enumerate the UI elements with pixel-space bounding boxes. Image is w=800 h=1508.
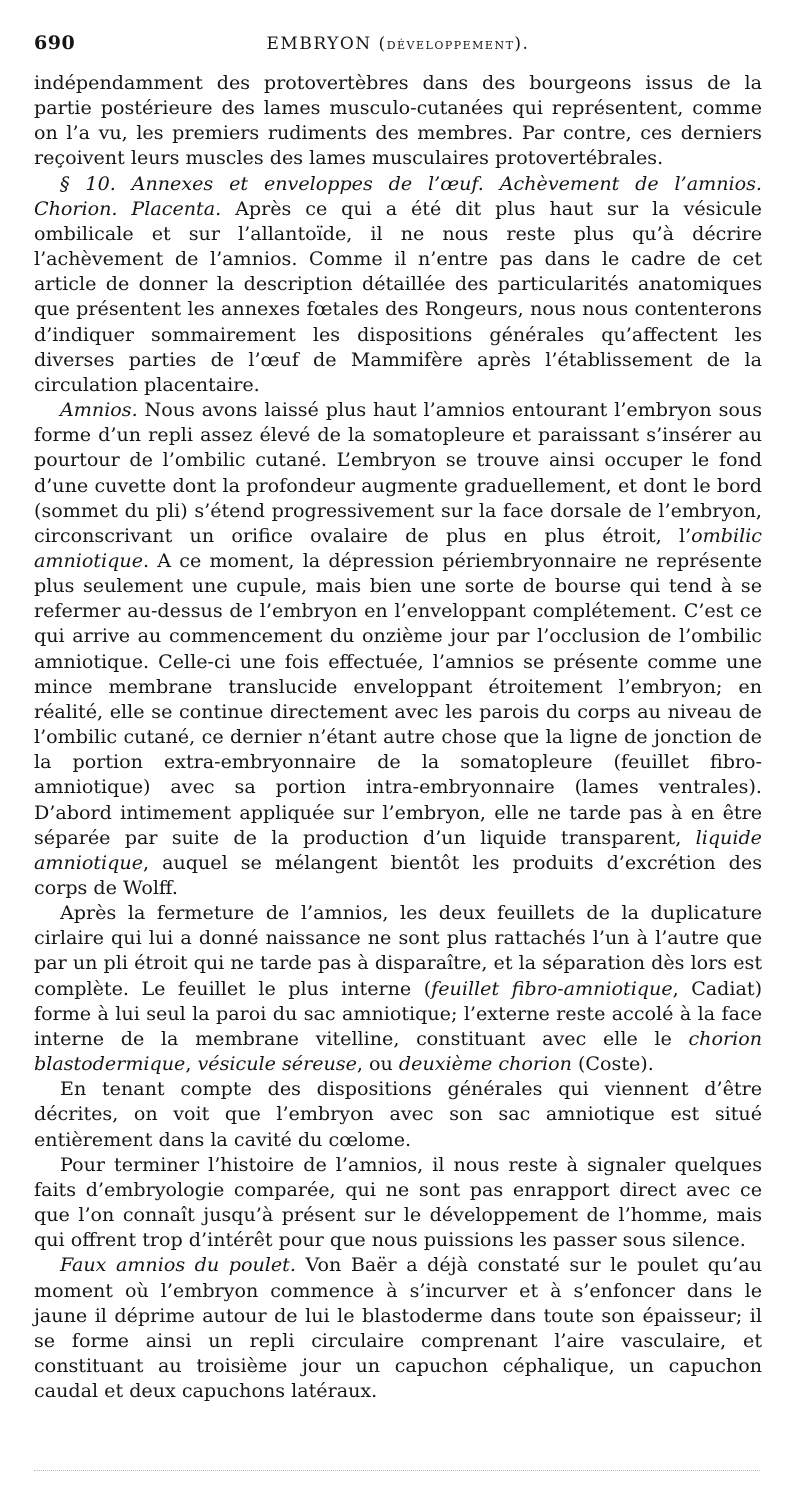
paragraph-text: Après la fermeture de l’amnios, les deux feuillets de la duplicature cirlaire qui lui a donné naissance ne sont plus rattachés l’un à l’autre que par un pli étroit qui ne tarde pas à disparaître, et la séparation dès lors est complète. Le feuillet le plus interne (	[34, 901, 762, 1000]
body-text	[34, 70, 762, 1403]
emphasized-term: vésicule séreuse	[197, 1052, 357, 1076]
paragraph-amnios	[34, 397, 762, 900]
subsection-heading: Faux amnios du poulet.	[60, 1253, 296, 1277]
paragraph-text: ,	[185, 1052, 198, 1076]
subsection-heading: Amnios.	[60, 398, 138, 422]
paragraph-text: Nous avons laissé plus haut l’amnios entourant l’embryon sous forme d’un repli assez élevé de la somatopleure et paraissant s’insérer au pourtour de l’ombilic cutané. L’embryon se trouve ainsi occuper le fond d’une cuvette dont la profondeur augmente graduellement, et dont le bord (sommet du pli) s’étend progressivement sur la face dorsale de l’embryon, circonscrivant un orifice ovalaire de plus en plus étroit, l’	[34, 398, 762, 547]
running-head-paren-close: ).	[514, 34, 530, 54]
paragraph-continuation	[34, 70, 762, 171]
paragraph-histoire-amnios	[34, 1152, 762, 1253]
paragraph-text: , Cadiat) forme à lui seul la paroi du sac amniotique; l’externe reste accolé à la face interne de la membrane vitelline, constituant avec elle le	[34, 976, 763, 1050]
paragraph-text: . A ce moment, la dépression périembryonnaire ne représente plus seulement une cupule, mais bien une sorte de bourse qui tend à se refermer au-dessus de l’embryon en l’enveloppant complétement. C’est ce qui arrive au commencement du onzième jour par l’occlusion de l’ombilic amniotique. Celle-ci une fois effectuée, l’amnios se présente comme une mince membrane translucide enveloppant étroitement l’embryon; en réalité, elle se continue directement avec les parois du corps au niveau de l’ombilic cutané, ce dernier n’étant autre chose que la ligne de jonction de la portion extra-embryonnaire de la somatopleure (feuillet fibro-amniotique) avec sa portion intra-embryonnaire (lames ventrales). D’abord intimement appliquée sur l’embryon, elle ne tarde pas à en être séparée par suite de la production d’un liquide transparent,	[34, 548, 762, 849]
paragraph-text: Von Baër a déjà constaté sur le poulet qu’au moment où l’embryon commence à s’incurver et à s’enfoncer dans le jaune il déprime autour de lui le blastoderme dans toute son épaisseur; il se forme ainsi un repli circulaire comprenant l’aire vasculaire, et constituant au troisième jour un capuchon céphalique, un capuchon caudal et deux capuchons latéraux.	[34, 1253, 762, 1403]
emphasized-term: feuillet fibro-amniotique	[431, 976, 673, 1000]
paragraph-text: , ou	[356, 1052, 399, 1076]
emphasized-term: liquide amniotique	[34, 825, 762, 874]
running-head-title: EMBRYON	[266, 34, 372, 54]
paragraph-fermeture	[34, 900, 762, 1076]
page-header	[34, 30, 762, 70]
running-head-paren-open: (	[371, 34, 387, 54]
paragraph-text: (Coste).	[571, 1052, 654, 1076]
paragraph-faux-amnios	[34, 1252, 762, 1403]
paragraph-text: En tenant compte des dispositions générales qui viennent d’être décrites, on voit que l’embryon avec son sac amniotique est situé entièrement dans la cavité du cœlome.	[34, 1077, 762, 1151]
page-number: 690	[34, 32, 76, 54]
footer-divider	[34, 1470, 760, 1471]
paragraph-text: indépendamment des protovertèbres dans des bourgeons issus de la partie postérieure des lames musculo-cutanées qui représentent, comme on l’a vu, les premiers rudiments des membres. Par contre, ces derniers reçoivent leurs muscles des lames musculaires protovertébrales.	[34, 71, 762, 170]
paragraph-text: , auquel se mélangent bientôt les produits d’excrétion des corps de Wolff.	[34, 850, 762, 899]
paragraph-dispositions	[34, 1076, 762, 1151]
paragraph-section-10	[34, 171, 762, 397]
running-head-subtitle: DÉVELOPPEMENT	[386, 39, 515, 52]
emphasized-term: ombilic amniotique	[34, 523, 762, 572]
running-head	[34, 34, 762, 54]
emphasized-term: chorion blastodermique	[34, 1026, 762, 1076]
paragraph-text: Pour terminer l’histoire de l’amnios, il nous reste à signaler quelques faits d’embryologie comparée, qui ne sont pas enrapport direct avec ce que l’on connaît jusqu’à présent sur le développement de l’homme, mais qui offrent trop d’intérêt pour que nous puissions les passer sous silence.	[34, 1152, 762, 1252]
paragraph-text: Après ce qui a été dit plus haut sur la vésicule ombilicale et sur l’allantoïde, il ne nous reste plus qu’à décrire l’achèvement de l’amnios. Comme il n’entre pas dans le cadre de cet article de donner la description détaillée des particularités anatomiques que présentent les annexes fœtales des Rongeurs, nous nous contenterons d’indiquer sommairement les dispositions générales qu’affectent les diverses parties de l’œuf de Mammifère après l’établissement de la circulation placentaire.	[34, 196, 762, 396]
emphasized-term: deuxième chorion	[398, 1052, 572, 1076]
section-heading: § 10. Annexes et enveloppes de l’œuf. Achèvement de l’amnios. Chorion. Placenta.	[34, 171, 762, 220]
